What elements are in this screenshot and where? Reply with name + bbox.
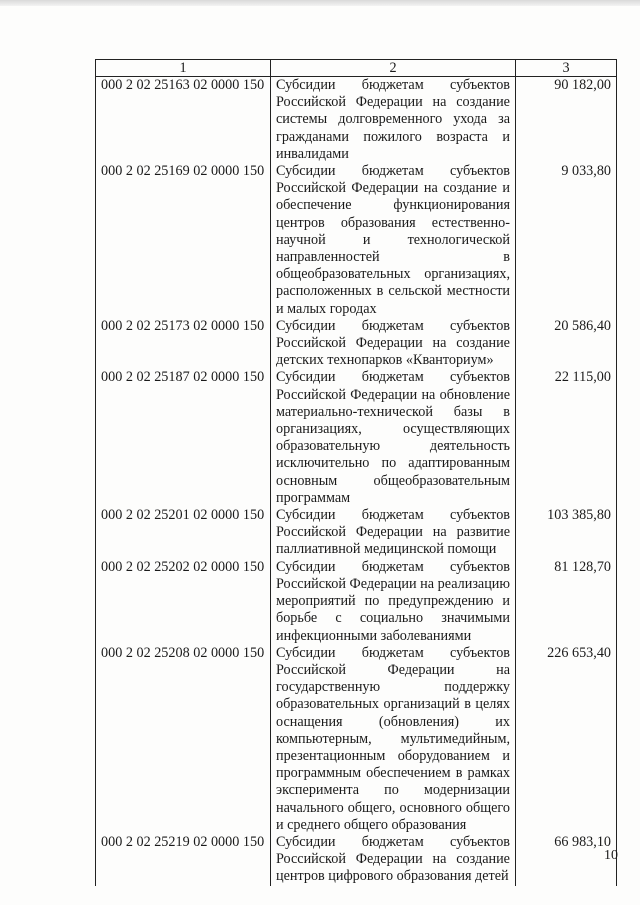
table-row: [96, 834, 617, 886]
row-amount: 22 115,00: [516, 369, 617, 507]
page-number: 10: [604, 848, 618, 863]
row-description: Субсидии бюджетам субъектов Российской Федерации на обновление материально-технической базы в организациях, осуществляющих образовательную деятельность исключительно по адаптированным основным общеобразовательным программам: [271, 369, 516, 507]
row-amount: 81 128,70: [516, 559, 617, 645]
row-description: Субсидии бюджетам субъектов Российской Федерации на развитие паллиативной медицинской помощи: [271, 507, 516, 559]
budget-code: 000 2 02 25219 02 0000 150: [96, 834, 271, 886]
table-row: [96, 645, 617, 834]
row-description: Субсидии бюджетам субъектов Российской Федерации на реализацию мероприятий по предупреждению и борьбе с социально значимыми инфекционными заболеваниями: [271, 559, 516, 645]
budget-code: 000 2 02 25187 02 0000 150: [96, 369, 271, 507]
row-description: Субсидии бюджетам субъектов Российской Федерации на создание системы долговременного ухода за гражданами пожилого возраста и инвалидами: [271, 77, 516, 164]
budget-code: 000 2 02 25202 02 0000 150: [96, 559, 271, 645]
budget-code: 000 2 02 25208 02 0000 150: [96, 645, 271, 834]
row-description: Субсидии бюджетам субъектов Российской Федерации на государственную поддержку образовательных организаций в целях оснащения (обновления) их компьютерным, мультимедийным, презентационным оборудованием и программным обеспечением в рамках эксперимента по модернизации начального общего, основного общего и среднего общего образования: [271, 645, 516, 834]
table-header-row: [96, 60, 617, 77]
row-description: Субсидии бюджетам субъектов Российской Федерации на создание и обеспечение функционирования центров образования естественно-научной и технологической направленностей в общеобразовательных организациях, расположенных в сельской местности и малых городах: [271, 163, 516, 318]
table-row: [96, 77, 617, 164]
budget-code: 000 2 02 25173 02 0000 150: [96, 318, 271, 370]
row-amount: 20 586,40: [516, 318, 617, 370]
table-row: [96, 507, 617, 559]
column-header: 1: [96, 60, 271, 77]
budget-code: 000 2 02 25169 02 0000 150: [96, 163, 271, 318]
row-description: Субсидии бюджетам субъектов Российской Федерации на создание центров цифрового образования детей: [271, 834, 516, 886]
table-row: [96, 163, 617, 318]
budget-code: 000 2 02 25201 02 0000 150: [96, 507, 271, 559]
table-row: [96, 318, 617, 370]
column-header: 2: [271, 60, 516, 77]
row-amount: 9 033,80: [516, 163, 617, 318]
table-row: [96, 369, 617, 507]
row-amount: 90 182,00: [516, 77, 617, 164]
budget-code: 000 2 02 25163 02 0000 150: [96, 77, 271, 164]
row-description: Субсидии бюджетам субъектов Российской Федерации на создание детских технопарков «Кванториум»: [271, 318, 516, 370]
scan-top-edge: [0, 0, 640, 6]
row-amount: 103 385,80: [516, 507, 617, 559]
row-amount: 66 983,10: [516, 834, 617, 886]
table-row: [96, 559, 617, 645]
column-header: 3: [516, 60, 617, 77]
budget-table: [95, 59, 617, 886]
row-amount: 226 653,40: [516, 645, 617, 834]
